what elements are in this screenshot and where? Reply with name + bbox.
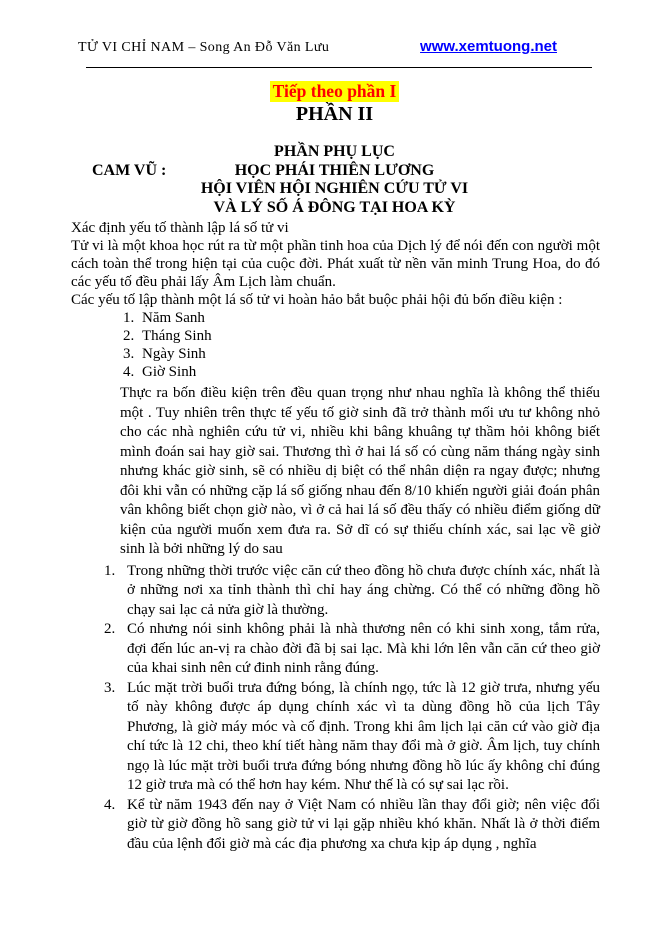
body-content [71,219,600,854]
part-heading: PHẦN II [295,103,374,125]
list-item: Lúc mặt trời buổi trưa đứng bóng, là chính ngọ, tức là 12 giờ trưa, nhưng yếu tố này không được áp dụng chính xác vì ta dùng đồng hồ của lịch Tây Phương, là giờ máy móc và cố định. Trong khi âm lịch lại căn cứ vào giờ địa chí tức là 12 chi, theo khí tiết hàng năm thay đổi mà ở giờ. Âm lịch, tuy chính ngọ là lúc mặt trời buổi trưa đứng bóng nhưng đồng hồ lúc ấy không chỉ đúng 12 giờ trưa mà có thể hơn hay kém. Như thế là có sự sai lạc rồi. [127,679,600,793]
list-item: Trong những thời trước việc căn cứ theo đồng hồ chưa được chính xác, nhất là ở những nơi xa tỉnh thành thì chỉ hay áng chừng. Có thể có những đồng hồ chạy sai lạc cả nửa giờ là thường. [127,562,600,618]
section-heading-block [0,143,669,217]
document-title: TỬ VI CHỈ NAM – Song An Đỗ Văn Lưu [78,40,330,55]
page-header [0,0,669,56]
author-label: CAM VŨ : [92,161,167,179]
paragraph-discussion: Thực ra bốn điều kiện trên đều quan trọng như nhau nghĩa là không thể thiếu một . Tuy nhiên trên thực tế yếu tố giờ sinh đã trở thành mối ưu tư không nhỏ cho các nhà nghiên cứu tử vi, nhiều khi bâng khuâng tự thầm hỏi không biết mình đoán sai hay giờ sai. Thương thì ở hai lá số có cùng năm tháng ngày sinh nhưng khác giờ sinh, sẽ có nhiều dị biệt có thể nhân diện ra ngay được; nhưng đôi khi vẫn có những cặp lá số giống nhau đến 8/10 khiến người giải đoán phân vân không biết chọn giờ nào, vì ở cả hai lá số đều thấy có nhiều điểm giống dữ kiện của người muốn xem đưa ra. Sở dĩ có sự thiếu chính xác, sai lạc về giờ sinh là bởi những lý do sau [120,385,600,557]
continuation-banner [0,81,669,102]
appendix-heading: PHẦN PHỤ LỤC [274,143,395,160]
header-divider [86,67,592,68]
list-item: Có nhưng nói sinh không phải là nhà thương nên có khi sinh xong, tắm rửa, đợi đến lúc an-vị ra chào đời đã bị sai lạc. Mà khi lớn lên vẫn căn cứ theo giờ của khai sinh nên cứ đinh ninh rằng đúng. [127,621,600,676]
paragraph-conditions-lead: Các yếu tố lập thành một lá số tử vi hoàn hảo bắt buộc phải hội đủ bốn điều kiện : [71,292,563,308]
membership-heading-line1: HỘI VIÊN HỘI NGHIÊN CỨU TỬ VI [200,180,469,197]
list-item: Năm Sanh [142,310,205,326]
list-item: Giờ Sinh [142,364,197,380]
section-subtitle: Xác định yếu tố thành lập lá số tử vi [71,220,289,236]
conditions-list [71,309,600,381]
list-item: Kể từ năm 1943 đến nay ở Việt Nam có nhiều lần thay đổi giờ; nên việc đổi giờ từ giờ đồng hồ sang giờ tử vi lại gặp nhiều khó khăn. Nhất là ở thời điểm đầu của lệnh đổi giờ mà các địa phương xa chưa kịp áp dụng , nghĩa [127,796,600,852]
list-item: Tháng Sinh [142,328,212,344]
website-link[interactable]: www.xemtuong.net [420,38,557,55]
list-item: Ngày Sinh [142,346,206,362]
continuation-note: Tiếp theo phần I [270,81,400,102]
paragraph-intro: Tử vi là một khoa học rút ra từ một phần tinh hoa của Dịch lý để nói đến con người một cách toàn thể trong hiện tại của cuộc đời. Phát xuất từ nền văn minh Trung Hoa, do đó các yếu tố đều phải lấy Âm Lịch làm chuẩn. [71,238,600,290]
school-heading: HỌC PHÁI THIÊN LƯƠNG [234,161,435,179]
membership-heading-line2: VÀ LÝ SỐ Á ĐÔNG TẠI HOA KỲ [213,198,456,216]
reasons-list [71,562,600,855]
